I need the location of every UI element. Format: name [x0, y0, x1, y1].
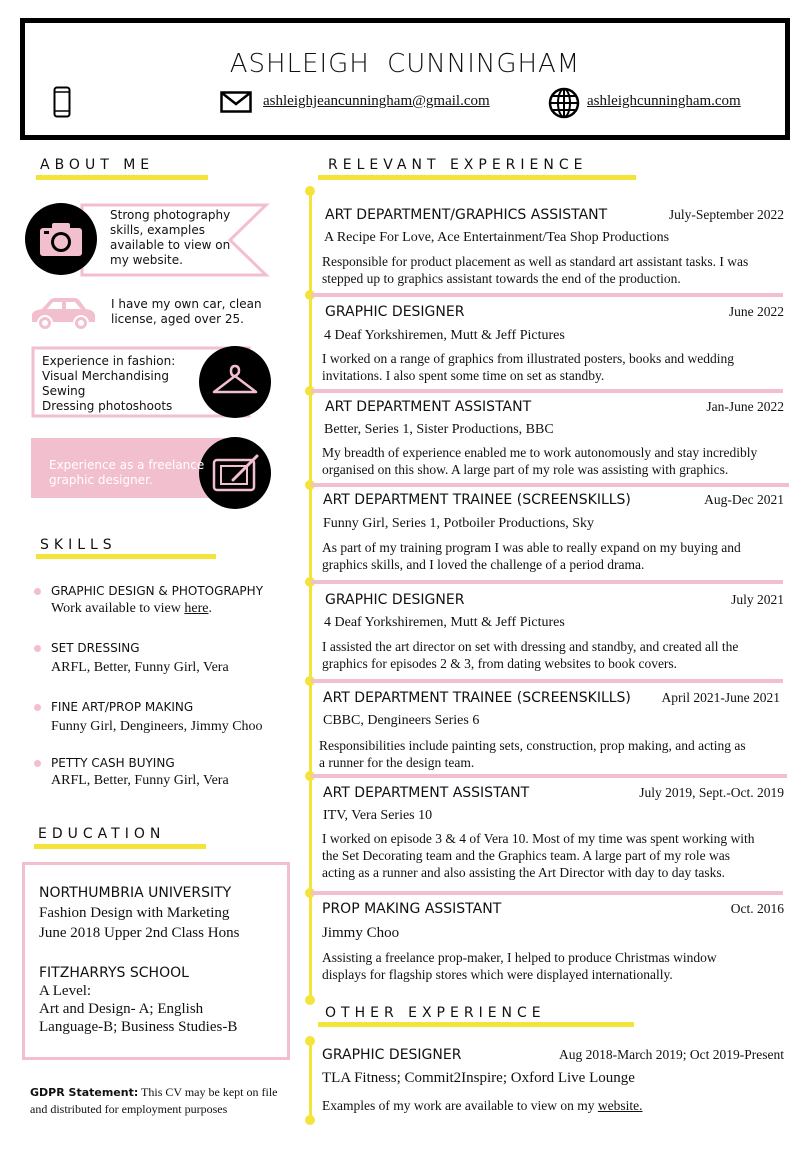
job-company: Jimmy Choo [322, 925, 400, 941]
experience-underline [318, 175, 636, 180]
job-date: Aug 2018-March 2019; Oct 2019-Present [559, 1047, 784, 1062]
freelance-text: Experience as a freelance graphic designer. [49, 458, 205, 487]
skill-title: FINE ART/PROP MAKING [51, 700, 194, 714]
job-company: Funny Girl, Series 1, Potboiler Productions, Sky [323, 516, 595, 531]
skill-detail: ARFL, Better, Funny Girl, Vera [51, 773, 229, 788]
phone-icon [53, 86, 71, 118]
job-description: Responsibilities include painting sets, construction, prop making, and acting as a runner for the design team. [319, 738, 746, 770]
job-company: A Recipe For Love, Ace Entertainment/Tea Shop Productions [324, 230, 670, 245]
education-line: Fashion Design with Marketing [39, 905, 230, 921]
skill-bullet [34, 760, 41, 767]
portfolio-link[interactable]: here [184, 601, 209, 616]
about-heading: ABOUT ME [40, 157, 155, 173]
job-separator [311, 293, 783, 297]
job-company: ITV, Vera Series 10 [323, 808, 433, 823]
school-name: NORTHUMBRIA UNIVERSITY [39, 885, 232, 901]
timeline-line [309, 1040, 312, 1120]
skill-detail: ARFL, Better, Funny Girl, Vera [51, 660, 229, 675]
job-separator [311, 774, 787, 778]
job-description: I worked on episode 3 & 4 of Vera 10. Most of my time was spent working with the Set Decorating team and the Graphics team. A large part of my role was acting as a runner and also assisting the Art Director with day to day tasks. [322, 831, 755, 880]
email-link[interactable]: ashleighjeancunningham@gmail.com [263, 93, 490, 109]
job-date: July-September 2022 [668, 207, 784, 222]
job-title: GRAPHIC DESIGNER [322, 1047, 462, 1063]
about-underline [36, 175, 208, 180]
camera-icon [38, 220, 84, 258]
job-separator [311, 483, 789, 487]
education-box [22, 862, 290, 1060]
job-company: TLA Fitness; Commit2Inspire; Oxford Live Lounge [322, 1070, 635, 1086]
job-date: Oct. 2016 [730, 901, 784, 916]
skill-title: GRAPHIC DESIGN & PHOTOGRAPHY [51, 584, 264, 598]
job-separator [311, 891, 783, 895]
other-experience-underline [318, 1022, 634, 1027]
timeline-dot [305, 1036, 315, 1046]
job-title: ART DEPARTMENT ASSISTANT [323, 785, 530, 801]
job-separator [311, 389, 783, 393]
job-company: CBBC, Dengineers Series 6 [323, 713, 480, 728]
job-title: ART DEPARTMENT TRAINEE (SCREENSKILLS) [323, 690, 631, 706]
other-experience-heading: OTHER EXPERIENCE [325, 1005, 546, 1021]
education-heading: EDUCATION [38, 826, 166, 842]
mail-icon [220, 91, 252, 113]
education-line: Language-B; Business Studies-B [39, 1019, 238, 1035]
job-separator [311, 580, 783, 584]
job-date: July 2021 [731, 592, 784, 607]
skills-underline [36, 554, 216, 559]
globe-icon [548, 87, 580, 119]
job-title: GRAPHIC DESIGNER [325, 592, 465, 608]
school-name: FITZHARRYS SCHOOL [39, 965, 189, 981]
photo-text: Strong photography skills, examples available to view on my website. [110, 208, 231, 267]
skill-detail: Work available to view here. [51, 601, 212, 616]
job-description: Assisting a freelance prop-maker, I helped to produce Christmas window displays for flagship stores which were displayed internationally. [322, 950, 717, 982]
job-description: My breadth of experience enabled me to work autonomously and stay incredibly organised on this show. A large part of my role was assisting with graphics. [322, 445, 758, 477]
website-link[interactable]: website. [597, 1098, 643, 1113]
name-heading: ASHLEIGH CUNNINGHAM [229, 49, 581, 79]
job-company: 4 Deaf Yorkshiremen, Mutt & Jeff Pictures [324, 615, 565, 630]
job-date: April 2021-June 2021 [661, 690, 780, 705]
skill-title: SET DRESSING [51, 641, 140, 655]
job-separator [311, 679, 783, 683]
job-date: Jan-June 2022 [706, 399, 784, 414]
job-description: I worked on a range of graphics from illustrated posters, books and wedding invitations. I also spent some time on set as standby. [322, 351, 735, 383]
car-text: I have my own car, clean license, aged over 25. [111, 297, 262, 326]
gdpr-statement: GDPR Statement: This CV may be kept on file and distributed for employment purposes [30, 1085, 278, 1116]
job-description: Responsible for product placement as well as standard art assistant tasks. I was stepped up to graphics assistant towards the end of the production. [322, 254, 749, 286]
education-line: A Level: [39, 983, 92, 999]
job-date: July 2019, Sept.-Oct. 2019 [639, 785, 784, 800]
timeline-dot [305, 995, 315, 1005]
website-link[interactable]: ashleighcunningham.com [587, 93, 741, 109]
job-date: June 2022 [728, 304, 784, 319]
skill-bullet [34, 645, 41, 652]
job-company: 4 Deaf Yorkshiremen, Mutt & Jeff Pictures [324, 328, 565, 343]
hanger-icon [211, 362, 259, 400]
job-title: PROP MAKING ASSISTANT [322, 901, 502, 917]
education-line: Art and Design- A; English [39, 1001, 204, 1017]
education-line: June 2018 Upper 2nd Class Hons [39, 925, 240, 941]
job-title: GRAPHIC DESIGNER [325, 304, 465, 320]
experience-heading: RELEVANT EXPERIENCE [328, 157, 588, 173]
skill-detail: Funny Girl, Dengineers, Jimmy Choo [51, 719, 263, 734]
timeline-dot [305, 1115, 315, 1125]
skills-heading: SKILLS [40, 537, 117, 553]
fashion-text: Experience in fashion: Visual Merchandising Sewing Dressing photoshoots [42, 354, 176, 413]
car-icon [28, 296, 98, 332]
education-underline [34, 844, 206, 849]
job-description: Examples of my work are available to view on my website. [322, 1098, 643, 1113]
skill-bullet [34, 704, 41, 711]
job-description: As part of my training program I was able to really expand on my buying and graphics skills, and I loved the challenge of a period drama. [322, 540, 741, 572]
job-title: ART DEPARTMENT TRAINEE (SCREENSKILLS) [323, 492, 631, 508]
job-date: Aug-Dec 2021 [704, 492, 784, 507]
timeline-line [309, 190, 312, 1002]
header [20, 18, 790, 140]
skill-title: PETTY CASH BUYING [51, 756, 175, 770]
job-description: I assisted the art director on set with dressing and standby, and created all the graphics for episodes 2 & 3, from dating websites to book covers. [322, 639, 739, 671]
skill-bullet [34, 588, 41, 595]
job-title: ART DEPARTMENT/GRAPHICS ASSISTANT [325, 207, 608, 223]
job-company: Better, Series 1, Sister Productions, BBC [324, 422, 554, 437]
timeline-dot [305, 186, 315, 196]
drawing-tablet-icon [211, 452, 261, 494]
job-title: ART DEPARTMENT ASSISTANT [325, 399, 532, 415]
